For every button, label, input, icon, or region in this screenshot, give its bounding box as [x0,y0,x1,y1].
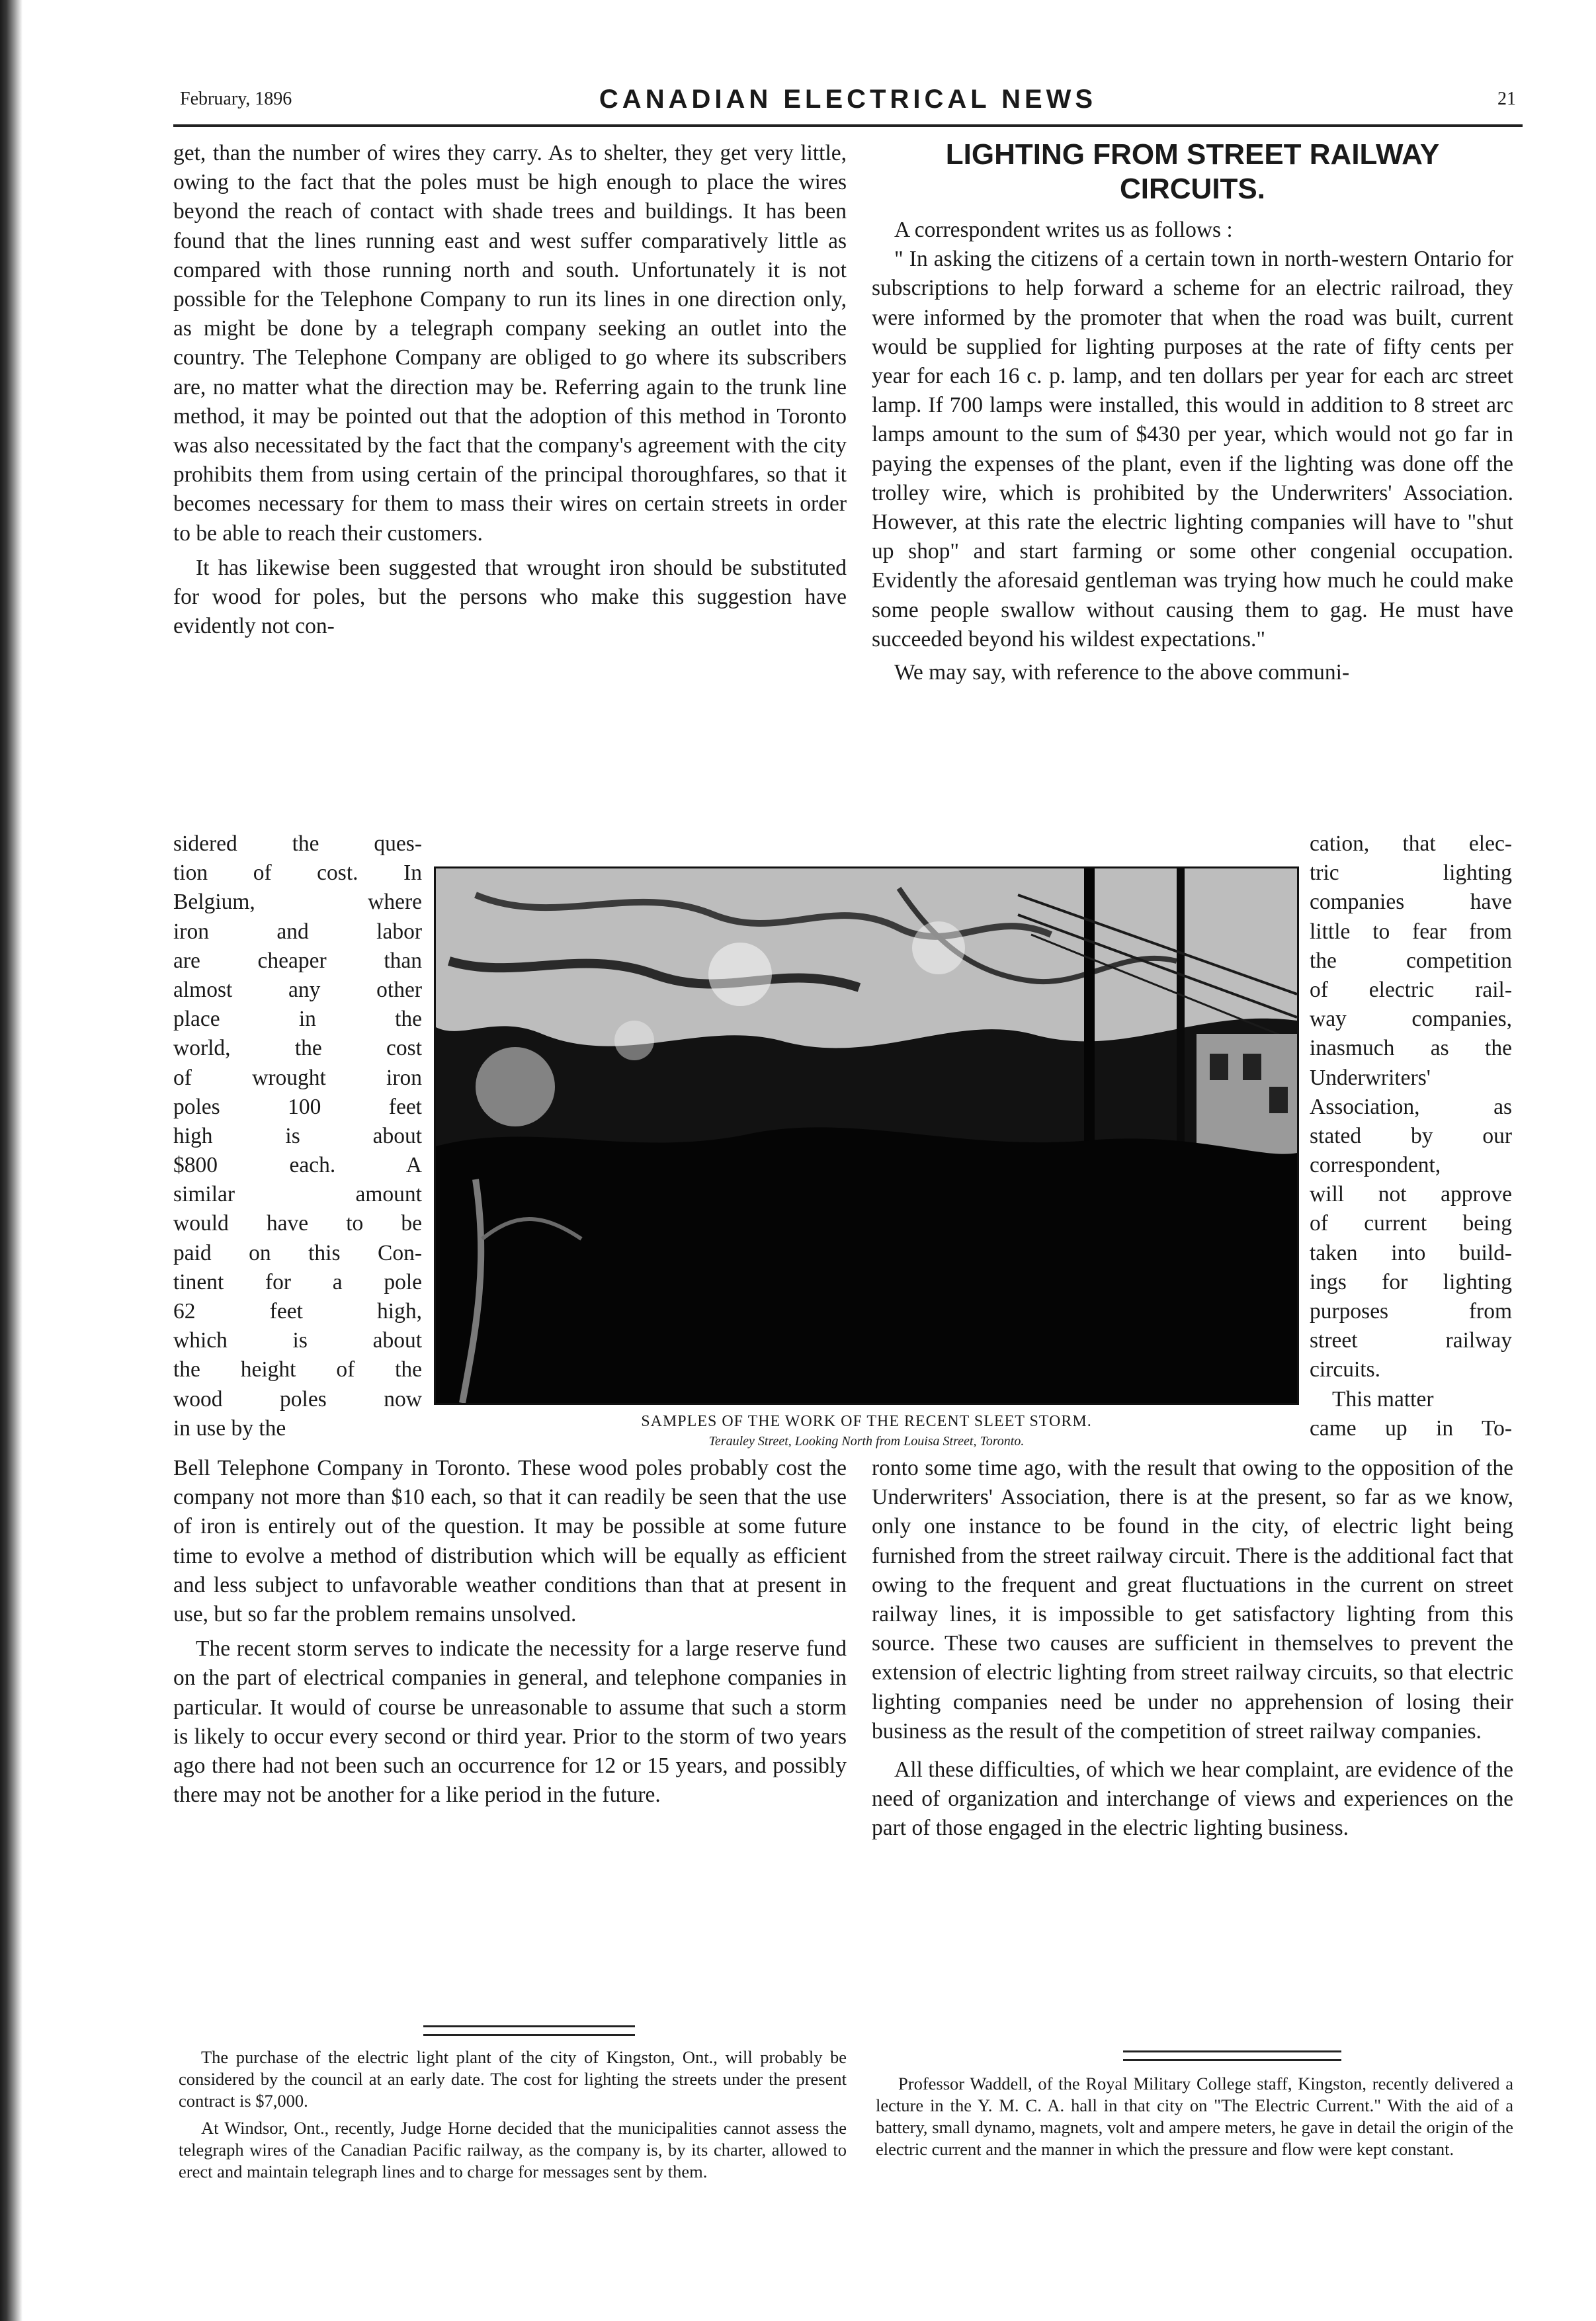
narrow-line: companies have [1310,890,1512,915]
narrow-line: which is about [173,1328,422,1353]
photo-caption: SAMPLES OF THE WORK OF THE RECENT SLEET STORM. [641,1413,1092,1430]
narrow-line: place in the [173,1007,422,1032]
narrow-line: ings for lighting [1310,1269,1512,1294]
narrow-line: circuits. [1310,1357,1380,1382]
photo-subcaption: Terauley Street, Looking North from Louisa Street, Toronto. [708,1434,1025,1449]
page-header [180,85,1516,116]
narrow-line: purposes from [1310,1299,1512,1324]
narrow-line: of electric rail- [1310,977,1512,1002]
narrow-line: inasmuch as the [1310,1036,1512,1061]
right-note-separator [1123,2050,1341,2061]
header-rule [173,124,1523,127]
narrow-line: tion of cost. In [173,861,422,886]
narrow-line: way companies, [1310,1007,1512,1032]
wrought-iron-intro: It has likewise been suggested that wrought iron should be substituted for wood for poles, but the persons who make this suggestion have evidently not con- [173,555,847,639]
iron-poles-continuation: Bell Telephone Company in Toronto. These wood poles probably cost the company not more than $10 each, so that it can readily be seen that the use of iron is entirely out of the question. It may be possible at some future time to evolve a method of distribution which will be equally as efficient and less subject to unfavorable weather conditions than that at present in use, but so far the problem remains unsolved. [173,1456,847,1627]
kingston-note: The purchase of the electric light plant of the city of Kingston, Ont., will probably be considered by the council at an early date. The cost for lighting the streets under the present contract is $7,000. [179,2047,847,2111]
narrow-line: the competition [1310,948,1512,973]
narrow-line: of wrought iron [173,1065,422,1090]
right-column-bottom [872,1454,1513,1843]
closing-paragraph: All these difficulties, of which we hear complaint, are evidence of the need of organization and interchange of views and experiences on the part of those engaged in the electric lighting business. [872,1757,1513,1841]
left-narrow-column [173,829,422,1443]
narrow-line: tric lighting [1310,861,1512,886]
right-news-notes [876,2073,1513,2160]
narrow-line: Association, as [1310,1094,1512,1119]
narrow-line: wood poles now [173,1386,422,1412]
narrow-line: Underwriters' [1310,1065,1431,1090]
scan-edge-shadow [0,0,22,2321]
sleet-storm-photograph [434,866,1299,1405]
narrow-line: street railway [1310,1328,1512,1353]
narrow-line: of current being [1310,1211,1512,1236]
correspondent-intro: A correspondent writes us as follows : [894,218,1233,242]
narrow-line: almost any other [173,977,422,1002]
narrow-line: $800 each. A [173,1153,422,1178]
right-narrow-column [1310,829,1512,1443]
narrow-line: world, the cost [173,1036,422,1061]
narrow-line: will not approve [1310,1182,1512,1207]
narrow-line: iron and labor [173,919,422,944]
correspondent-quote: " In asking the citizens of a certain town in north-western Ontario for subscriptions to help forward a scheme for an electric railroad, they were informed by the promoter that when the road was built, current would be supplied for lighting purposes at the rate of fifty cents per year for each 16 c. p. lamp, and ten dollars per year for each arc street lamp. If 700 lamps were installed, this would in addition to 8 street arc lamps amount to the sum of $430 per year, which would not go far in paying the expenses of the plant, even if the lighting was done off the trolley wire, which is prohibited by the Underwriters' Association. However, at this rate the electric lighting companies will have to "shut up shop" and start farming or some other congenial occupation. Evidently the aforesaid gentleman was trying how much he could make some people swallow without causing them to gag. He must have succeeded beyond his wildest expectations." [872,247,1513,652]
narrow-line: stated by our [1310,1123,1512,1148]
left-news-notes [179,2047,847,2183]
narrow-line: little to fear from [1310,919,1512,944]
waddell-note: Professor Waddell, of the Royal Military College staff, Kingston, recently delivered a lecture in the Y. M. C. A. hall in that city on "The Electric Current." With the aid of a battery, small dynamo, magnets, volt and ampere meters, he gave in detail the origin of the electric current and the manner in which the pressure and flow were kept constant. [876,2074,1513,2159]
telephone-lines-paragraph: get, than the number of wires they carry. As to shelter, they get very little, owing to the fact that the poles must be high enough to place the wires beyond the reach of contact with shade trees and buildings. It has been found that the lines running east and west suffer comparatively little as compared with those running north and south. Unfortunately it is not possible for the Telephone Company to run its lines in one direction only, as might be done by a telegraph company seeking an outlet into the country. The Telephone Company are obliged to go where its subscribers are, no matter what the direction may be. Referring again to the trunk line method, it may be pointed out that the adoption of this method in Toronto was also necessitated by the fact that the company's agreement with the city prohibits them from using certain of the principal thoroughfares, so that it becomes necessary for them to mass their wires on certain streets in order to be able to reach their customers. [173,141,847,546]
narrow-line: Belgium, where [173,890,422,915]
issue-date: February, 1896 [180,89,292,109]
narrow-line: would have to be [173,1211,422,1236]
comment-continuation: ronto some time ago, with the result that owing to the opposition of the Underwriters' Association, there is at the present, so far as we know, only one instance to be found in the city, of electric light being furnished from the street railway circuit. There is the additional fact that owing to the frequent and great fluctuations in the current on street railway lines, it is impossible to get satisfactory lighting from this source. These two causes are sufficient in themselves to prevent the extension of electric lighting from street railway circuits, so that electric lighting companies need be under no apprehension of losing their business as the result of the competition of street railway companies. [872,1456,1513,1744]
page-number: 21 [1497,89,1516,109]
narrow-line: high is about [173,1123,422,1148]
narrow-line: correspondent, [1310,1153,1441,1178]
comment-intro: We may say, with reference to the above communi- [894,660,1350,685]
journal-title: CANADIAN ELECTRICAL NEWS [599,85,1097,114]
left-column-bottom [173,1454,847,1810]
right-column-top [872,216,1513,687]
narrow-line: poles 100 feet [173,1094,422,1119]
narrow-line: cation, that elec- [1310,831,1512,856]
storm-reserve-paragraph: The recent storm serves to indicate the necessity for a large reserve fund on the part of electrical companies in general, and telephone companies in particular. It would of course be unreasonable to assume that such a storm is likely to occur every second or third year. Prior to the storm of two years ago there had not been such an occurrence for 12 or 15 years, and possibly there may not be another for a like period in the future. [173,1636,847,1808]
narrow-line: sidered the ques- [173,831,422,856]
left-note-separator [423,2025,635,2036]
left-column-top [173,139,847,641]
narrow-line: paid on this Con- [173,1240,422,1265]
narrow-line: 62 feet high, [173,1299,422,1324]
windsor-note: At Windsor, Ont., recently, Judge Horne decided that the municipalities cannot assess the telegraph wires of the Canadian Pacific railway, as the company is, by its charter, allowed to erect and maintain telegraph lines and to charge for messages sent by them. [179,2118,847,2181]
narrow-line-this-matter: This matter [1332,1386,1434,1412]
narrow-line: similar amount [173,1182,422,1207]
narrow-line: taken into build- [1310,1240,1512,1265]
narrow-line: in use by the [173,1415,286,1441]
narrow-line-came-up: came up in To- [1310,1415,1512,1441]
narrow-line: are cheaper than [173,948,422,973]
photo-illustration [436,868,1297,1403]
narrow-line: tinent for a pole [173,1269,422,1294]
article-headline: LIGHTING FROM STREET RAILWAY CIRCUITS. [945,138,1440,205]
narrow-line: the height of the [173,1357,422,1382]
